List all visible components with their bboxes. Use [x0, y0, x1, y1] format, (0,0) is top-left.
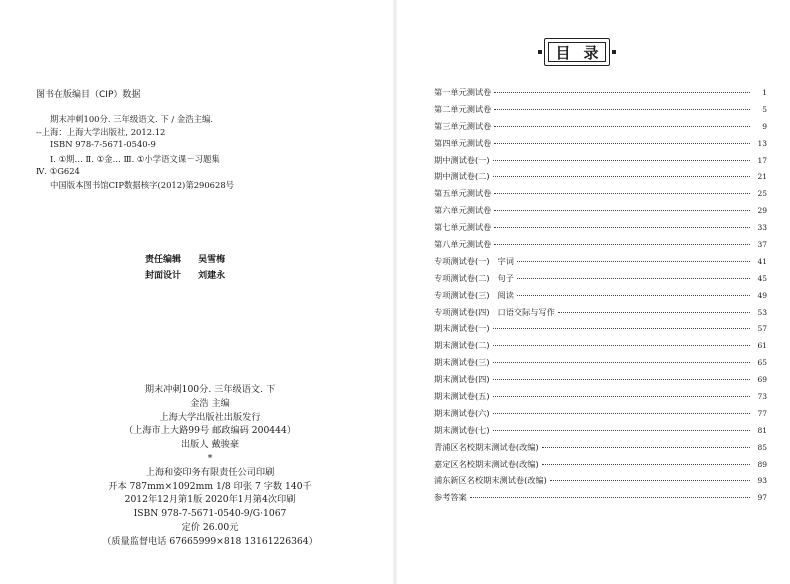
dot-leader	[494, 210, 750, 211]
contents-page-number: 65	[757, 358, 767, 368]
imprint-line: （质量监督电话 67665999×818 13161226364）	[102, 535, 318, 547]
contents-entry[interactable]	[434, 425, 767, 442]
credit-name: 吴雪梅	[198, 255, 226, 265]
cip-line: 中国版本图书馆CIP数据核字(2012)第290628号	[50, 180, 235, 190]
contents-page-number: 41	[757, 256, 767, 266]
imprint-line: 金浩 主编	[190, 397, 230, 409]
contents-entry[interactable]	[434, 442, 767, 459]
contents-title	[544, 38, 610, 66]
dot-leader	[493, 160, 750, 161]
contents-entry[interactable]	[434, 340, 767, 357]
contents-entry-subtitle: 口语交际与写作	[497, 306, 555, 317]
contents-page-number: 17	[757, 155, 767, 165]
dot-leader	[494, 126, 750, 127]
contents-entry-title: 第六单元测试卷	[434, 205, 492, 216]
imprint-line: ISBN 978-7-5671-0540-9/G·1067	[133, 508, 287, 520]
contents-entry-title: 期中测试卷(二)	[434, 171, 490, 182]
contents-entry[interactable]	[434, 104, 767, 121]
dot-leader	[494, 143, 750, 144]
contents-entry[interactable]	[434, 87, 767, 104]
contents-entry-title: 期末测试卷(六)	[434, 407, 490, 418]
contents-entry-title: 期末测试卷(七)	[434, 424, 490, 435]
imprint-line: 期末冲刺100分. 三年级语文. 下	[144, 384, 276, 395]
dot-leader	[493, 362, 750, 363]
contents-list	[434, 87, 767, 509]
contents-title-char: 目	[555, 43, 571, 62]
contents-page-number: 29	[757, 206, 767, 216]
cip-line: Ⅳ. ①G624	[36, 166, 80, 176]
cip-line: 期末冲刺100分. 三年级语文. 下 / 金浩主编.	[50, 114, 214, 124]
dot-leader	[494, 92, 750, 93]
imprint-line: 上海和姿印务有限责任公司印刷	[145, 466, 275, 478]
contents-entry-title: 期中测试卷(一)	[434, 154, 490, 165]
contents-page-number: 13	[757, 138, 767, 148]
cip-line: --上海：上海大学出版社, 2012.12	[36, 127, 166, 137]
imprint-line: *	[207, 452, 213, 464]
credit-row	[145, 268, 225, 284]
dot-leader	[493, 396, 750, 397]
contents-entry[interactable]	[434, 205, 767, 222]
contents-page-number: 85	[757, 442, 767, 452]
contents-entry[interactable]	[434, 374, 767, 391]
contents-entry[interactable]	[434, 290, 767, 307]
dot-leader	[517, 261, 750, 262]
contents-entry-title: 第三单元测试卷	[434, 120, 492, 131]
cip-line: ISBN 978-7-5671-0540-9	[50, 139, 156, 149]
contents-entry-title: 期末测试卷(四)	[434, 374, 490, 385]
dot-leader	[493, 430, 750, 431]
contents-entry-title: 专项测试卷(四)	[434, 306, 490, 317]
contents-page-number: 37	[757, 240, 767, 250]
contents-entry[interactable]	[434, 188, 767, 205]
dot-leader	[493, 345, 750, 346]
dot-leader	[542, 464, 750, 465]
contents-entry-title: 专项测试卷(三)	[434, 289, 490, 300]
dot-leader	[494, 193, 750, 194]
contents-entry[interactable]	[434, 492, 767, 509]
contents-page-number: 97	[757, 493, 767, 503]
dot-leader	[542, 447, 750, 448]
contents-page-number: 73	[757, 392, 767, 402]
contents-entry-title: 期末测试卷(五)	[434, 391, 490, 402]
dot-leader	[550, 480, 750, 481]
contents-page-number: 21	[757, 172, 767, 182]
contents-entry-subtitle: 阅读	[497, 289, 514, 300]
credit-name: 刘建永	[198, 271, 226, 281]
contents-entry-title: 青浦区名校期末测试卷(改编)	[434, 441, 539, 452]
imprint-block	[60, 383, 360, 549]
contents-page-number: 93	[757, 476, 767, 486]
contents-entry[interactable]	[434, 171, 767, 188]
imprint-line: 出版人 戴骏豪	[180, 439, 240, 451]
contents-entry[interactable]	[434, 323, 767, 340]
contents-page-number: 69	[757, 375, 767, 385]
contents-page-number: 89	[757, 459, 767, 469]
credit-row	[145, 252, 225, 268]
imprint-line: 定价 26.00元	[181, 521, 239, 533]
contents-entry-title: 期末测试卷(二)	[434, 340, 490, 351]
contents-entry-title: 第四单元测试卷	[434, 137, 492, 148]
contents-entry[interactable]	[434, 155, 767, 172]
dot-leader	[493, 413, 750, 414]
credit-role: 封面设计	[145, 271, 182, 281]
contents-page-number: 33	[757, 223, 767, 233]
dot-leader	[517, 278, 750, 279]
contents-page-number: 53	[757, 307, 767, 317]
contents-entry[interactable]	[434, 239, 767, 256]
dot-leader	[494, 227, 750, 228]
contents-page-number: 57	[757, 324, 767, 334]
contents-page-number: 61	[757, 341, 767, 351]
contents-entry-title: 第七单元测试卷	[434, 222, 492, 233]
credit-role: 责任编辑	[145, 255, 182, 265]
dot-leader	[470, 497, 750, 498]
contents-page-number: 5	[762, 104, 767, 114]
contents-entry[interactable]	[434, 256, 767, 273]
contents-entry-title: 专项测试卷(一)	[434, 255, 490, 266]
contents-entry[interactable]	[434, 459, 767, 476]
dot-leader	[494, 109, 750, 110]
contents-entry[interactable]	[434, 307, 767, 324]
contents-entry[interactable]	[434, 121, 767, 138]
dot-leader	[493, 379, 750, 380]
contents-entry[interactable]	[434, 408, 767, 425]
contents-entry[interactable]	[434, 138, 767, 155]
imprint-line: 开本 787mm×1092mm 1/8 印张 7 字数 140千	[108, 480, 312, 492]
contents-page-number: 45	[757, 273, 767, 283]
contents-page-number: 1	[762, 88, 767, 97]
contents-entry-title: 第八单元测试卷	[434, 239, 492, 250]
dot-leader	[493, 176, 750, 177]
contents-entry-title: 第一单元测试卷	[434, 87, 492, 97]
contents-page-number: 81	[757, 425, 767, 435]
contents-entry-title: 参考答案	[434, 492, 467, 503]
contents-entry-title: 嘉定区名校期末测试卷(改编)	[434, 458, 539, 469]
cip-line: Ⅰ. ①期… Ⅱ. ①金… Ⅲ. ①小学语文课－习题集	[50, 154, 220, 164]
contents-entry-title: 浦东新区名校期末测试卷(改编)	[434, 475, 547, 486]
imprint-line: 上海大学出版社出版发行	[159, 411, 261, 423]
contents-entry-subtitle: 句子	[497, 272, 514, 283]
title-ornament	[612, 50, 616, 54]
contents-entry[interactable]	[434, 357, 767, 374]
contents-entry-title: 专项测试卷(二)	[434, 272, 490, 283]
contents-entry-title: 期末测试卷(三)	[434, 357, 490, 368]
contents-page	[398, 0, 790, 584]
contents-page-number: 25	[757, 189, 767, 199]
dot-leader	[558, 312, 750, 313]
contents-entry[interactable]	[434, 222, 767, 239]
contents-entry-title: 第二单元测试卷	[434, 103, 492, 114]
contents-entry-title: 第五单元测试卷	[434, 188, 492, 199]
contents-entry[interactable]	[434, 475, 767, 492]
cip-header: 图书在版编目（CIP）数据	[36, 90, 141, 100]
contents-page-number: 77	[757, 408, 767, 418]
contents-entry-subtitle: 字词	[497, 255, 514, 266]
title-ornament	[538, 50, 542, 54]
contents-entry[interactable]	[434, 391, 767, 408]
imprint-line: 2012年12月第1版 2020年1月第4次印刷	[124, 494, 296, 506]
contents-entry[interactable]	[434, 273, 767, 290]
contents-page-number: 49	[757, 290, 767, 300]
contents-title-char: 录	[583, 43, 599, 62]
imprint-line: （上海市上大路99号 邮政编码 200444）	[123, 425, 297, 437]
dot-leader	[517, 295, 750, 296]
contents-page-number: 9	[762, 121, 767, 131]
dot-leader	[494, 244, 750, 245]
credits-block	[145, 252, 225, 284]
contents-entry-title: 期末测试卷(一)	[434, 323, 490, 334]
dot-leader	[493, 328, 750, 329]
copyright-page	[0, 0, 392, 584]
